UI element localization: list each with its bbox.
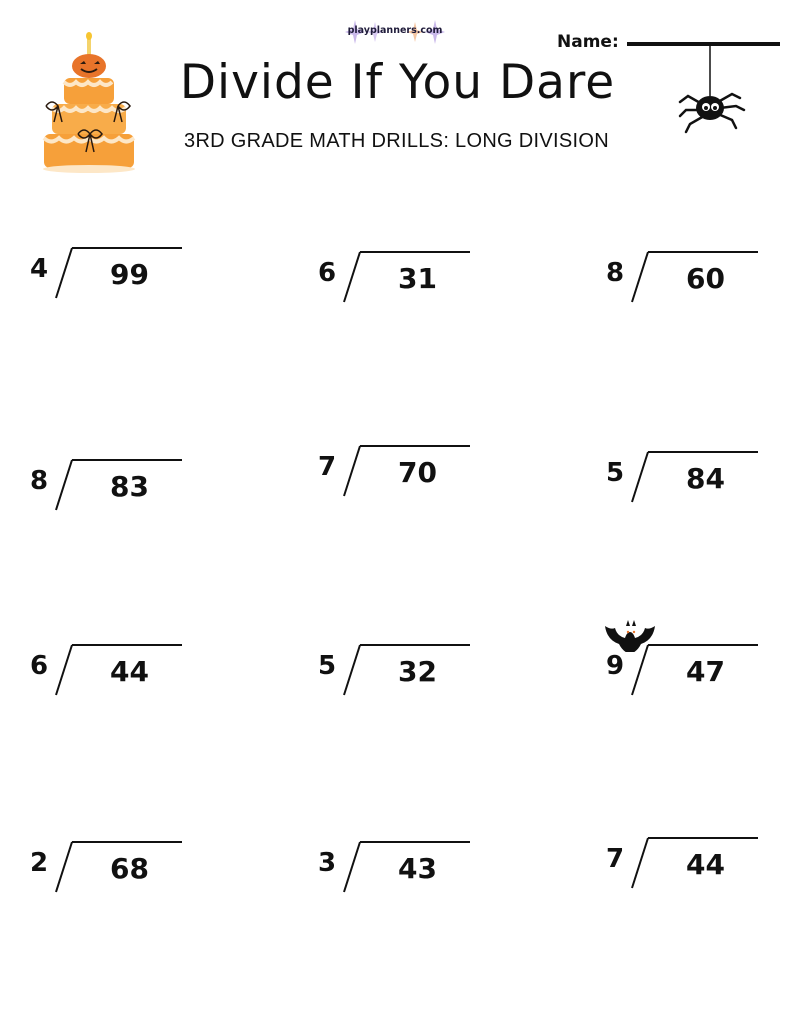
dividend: 43: [398, 852, 437, 885]
brand-logo: [345, 20, 445, 44]
dividend: 31: [398, 262, 437, 295]
divisor: 6: [318, 258, 337, 288]
dividend: 47: [686, 655, 725, 688]
brand-text: playplanners.com: [347, 25, 443, 36]
name-label: Name:: [557, 32, 619, 52]
division-problem: [318, 840, 508, 910]
division-problem: [606, 836, 791, 906]
divisor: 4: [30, 254, 49, 284]
divisor: 3: [318, 848, 337, 878]
division-problem: [606, 250, 791, 320]
dividend: 60: [686, 262, 725, 295]
dividend: 44: [686, 848, 725, 881]
dividend: 99: [110, 258, 149, 291]
divisor: 8: [30, 466, 49, 496]
division-problem: [30, 643, 220, 713]
worksheet-title: Divide If You Dare: [179, 55, 616, 110]
division-problem: [30, 840, 220, 910]
dividend: 83: [110, 470, 149, 503]
divisor: 7: [606, 844, 625, 874]
dividend: 84: [686, 462, 725, 495]
division-problem: [318, 643, 508, 713]
division-problem: [318, 250, 508, 320]
dividend: 44: [110, 655, 149, 688]
divisor: 5: [318, 651, 337, 681]
division-problem: [30, 458, 220, 528]
divisor: 8: [606, 258, 625, 288]
divisor: 5: [606, 458, 625, 488]
divisor: 6: [30, 651, 49, 681]
spider-icon: [676, 44, 748, 136]
divisor: 2: [30, 848, 49, 878]
divisor: 9: [606, 651, 625, 681]
division-problem: [30, 246, 220, 316]
dividend: 70: [398, 456, 437, 489]
division-problem: [606, 450, 791, 520]
division-problem: [318, 444, 508, 514]
dividend: 68: [110, 852, 149, 885]
divisor: 7: [318, 452, 337, 482]
division-problem: [606, 643, 791, 713]
worksheet-subtitle: 3RD GRADE MATH DRILLS: LONG DIVISION: [184, 130, 609, 152]
dividend: 32: [398, 655, 437, 688]
